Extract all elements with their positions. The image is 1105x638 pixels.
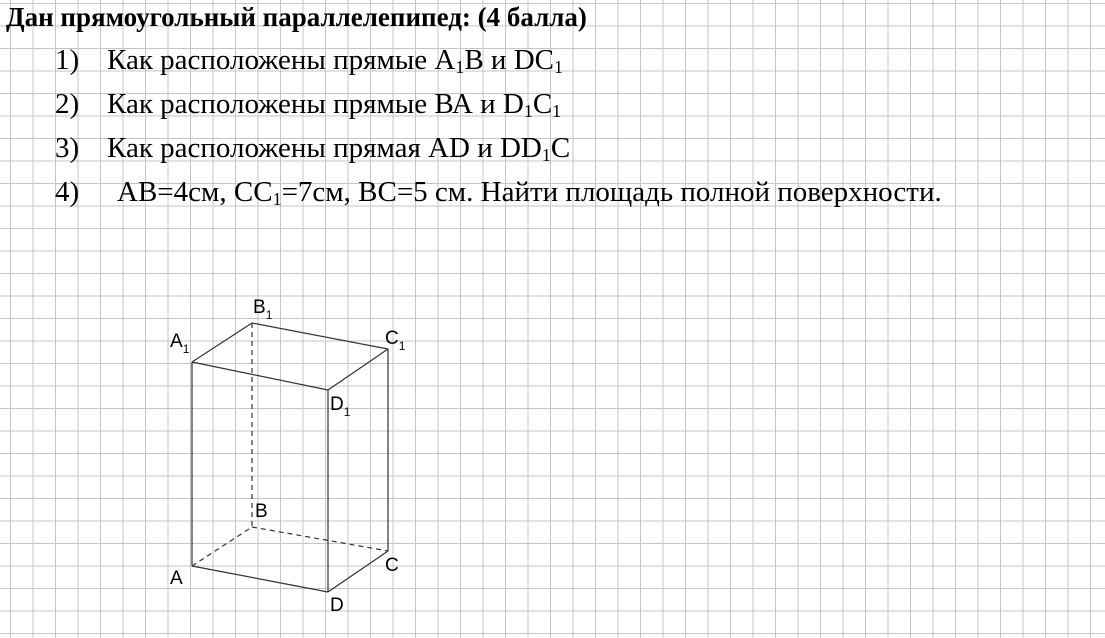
label-a1: $A_1$ bbox=[170, 331, 190, 356]
edge-b1-c1 bbox=[252, 323, 388, 349]
label-a: A bbox=[170, 568, 183, 589]
label-b: B bbox=[255, 501, 268, 522]
edge-c1-d1 bbox=[328, 349, 388, 390]
edge-b-c-hidden bbox=[252, 527, 388, 551]
question-text: AB=4см, $CC_1=7см$, BC=5 см. Найти площадь полной поверхности. bbox=[117, 176, 942, 209]
edge-a-b-hidden bbox=[192, 527, 252, 566]
label-c: C bbox=[385, 555, 399, 576]
question-text: Как расположены прямые $А_1В$ и $DC_1$ bbox=[107, 44, 563, 77]
question-number: 1) bbox=[55, 44, 80, 76]
question-text: Как расположены прямая AD и $DD_1C$ bbox=[107, 132, 571, 165]
label-b1: $B_1$ bbox=[253, 297, 273, 322]
edge-d-c bbox=[328, 551, 388, 592]
edge-d1-a1 bbox=[192, 362, 328, 390]
question-number: 2) bbox=[55, 88, 80, 120]
label-c1: $C_1$ bbox=[385, 328, 406, 353]
label-d: D bbox=[330, 595, 344, 616]
question-number: 3) bbox=[55, 132, 80, 164]
edge-a-d bbox=[192, 566, 328, 592]
task-title: Дан прямоугольный параллелепипед: (4 балла) bbox=[6, 2, 587, 32]
label-d1: $D_1$ bbox=[330, 394, 351, 419]
question-number: 4) bbox=[55, 176, 80, 208]
question-text: Как расположены прямые ВА и $D_1C_1$ bbox=[107, 88, 562, 121]
edge-a1-b1 bbox=[192, 323, 252, 362]
